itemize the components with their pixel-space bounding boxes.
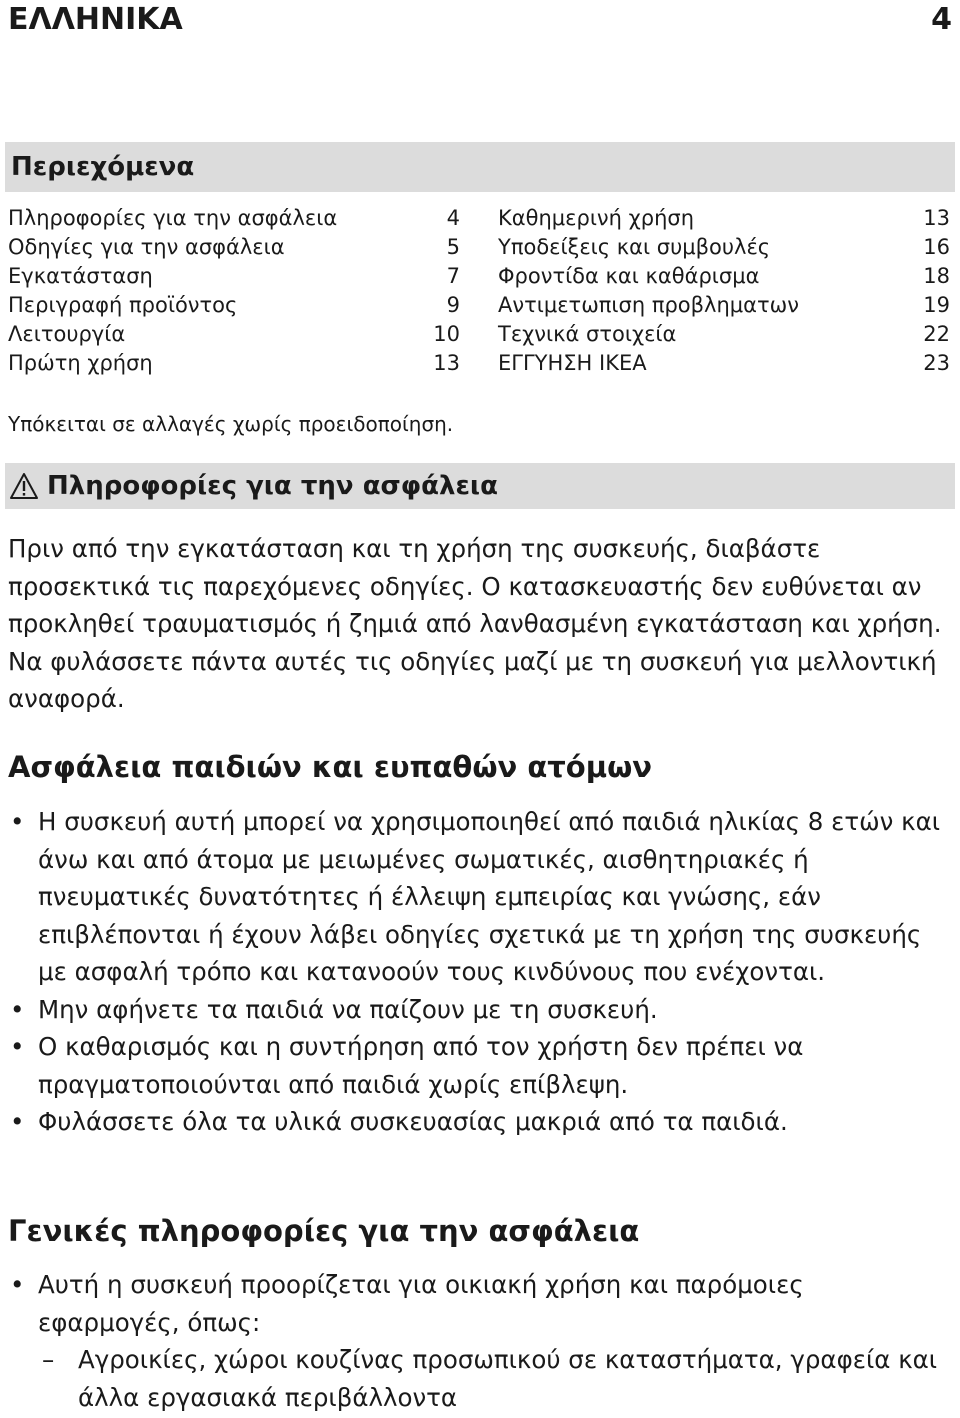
bullet-marker: • — [10, 1107, 25, 1136]
toc-item-page: 5 — [446, 235, 460, 259]
list-item — [8, 1266, 950, 1341]
toc-item-page: 9 — [446, 293, 460, 317]
toc-item[interactable] — [498, 291, 950, 320]
toc-item-label: Οδηγίες για την ασφάλεια — [8, 235, 285, 259]
toc-item[interactable] — [498, 320, 950, 349]
toc-item-page: 23 — [923, 351, 950, 375]
list-item-text: Αυτή η συσκευή προορίζεται για οικιακή χρήση και παρόμοιες εφαρμογές, όπως: — [38, 1270, 804, 1337]
safety-title: Πληροφορίες για την ασφάλεια — [47, 471, 498, 501]
toc-item-label: Περιγραφή προϊόντος — [8, 293, 238, 317]
toc-item[interactable] — [8, 291, 460, 320]
toc-item[interactable] — [498, 262, 950, 291]
children-safety-list — [8, 803, 950, 1141]
toc-item-page: 7 — [446, 264, 460, 288]
toc-item[interactable] — [8, 349, 460, 378]
list-item — [8, 1028, 950, 1103]
toc-title-bar — [5, 142, 955, 192]
bullet-marker: • — [10, 994, 25, 1024]
toc-item[interactable] — [498, 349, 950, 378]
toc-item-page: 4 — [446, 206, 460, 230]
toc-item[interactable] — [498, 233, 950, 262]
dash-marker: – — [42, 1345, 55, 1374]
toc-item-label: Πρώτη χρήση — [8, 351, 153, 375]
bullet-marker: • — [10, 807, 25, 836]
list-item — [8, 1103, 950, 1141]
toc-item-label: Υποδείξεις και συμβουλές — [498, 235, 771, 259]
list-item-text: Φυλάσσετε όλα τα υλικά συσκευασίας μακριά από τα παιδιά. — [38, 1107, 788, 1136]
list-item-text: Μην αφήνετε τα παιδιά να παίζουν με τη συσκευή. — [38, 994, 658, 1024]
page-number: 4 — [931, 1, 952, 37]
toc-item-label: Λειτουργία — [8, 322, 126, 346]
sub-list-item-text: Αγροικίες, χώροι κουζίνας προσωπικού σε καταστήματα, γραφεία και άλλα εργασιακά περιβάλλοντα — [78, 1345, 938, 1412]
list-item-text: Η συσκευή αυτή μπορεί να χρησιμοποιηθεί από παιδιά ηλικίας 8 ετών και άνω και από άτομα με μειωμένες σωματικές, αισθητηριακές ή πνευματικές δυνατότητες ή έλλειψη εμπειρίας και γνώσης, εάν επιβλέπονται ή έχουν λάβει οδηγίες σχετικά με τη χρήση της συσκευής με ασφαλή τρόπο και κατανοούν τους κινδύνους που ενέχονται. — [38, 807, 941, 986]
toc-item-label: Αντιμετωπιση προβληματων — [498, 293, 799, 317]
toc-item[interactable] — [8, 233, 460, 262]
change-notice: Υπόκειται σε αλλαγές χωρίς προειδοποίηση. — [8, 412, 454, 436]
toc-item-page: 19 — [923, 293, 950, 317]
toc-item-label: Φροντίδα και καθάρισμα — [498, 264, 760, 288]
toc-item-page: 18 — [923, 264, 950, 288]
bullet-marker: • — [10, 1270, 25, 1299]
page-header — [8, 0, 952, 38]
toc-item[interactable] — [498, 204, 950, 233]
toc-item-label: Τεχνικά στοιχεία — [498, 322, 677, 346]
warning-triangle-icon — [9, 472, 39, 500]
children-safety-heading: Ασφάλεια παιδιών και ευπαθών ατόμων — [8, 750, 653, 784]
safety-title-bar — [5, 463, 955, 509]
language-label: ΕΛΛΗΝΙΚΑ — [8, 1, 183, 37]
list-item — [8, 991, 950, 1029]
toc-item-page: 22 — [923, 322, 950, 346]
toc-right-column — [498, 204, 950, 378]
toc-item-label: Εγκατάσταση — [8, 264, 153, 288]
toc-item-page: 13 — [923, 206, 950, 230]
list-item — [8, 803, 950, 991]
safety-intro: Πριν από την εγκατάσταση και τη χρήση της συσκευής, διαβάστε προσεκτικά τις παρεχόμενες οδηγίες. Ο κατασκευαστής δεν ευθύνεται αν προκληθεί τραυματισμός ή ζημιά από λανθασμένη εγκατάσταση και χρήση. Να φυλάσσετε πάντα αυτές τις οδηγίες μαζί με τη συσκευή για μελλοντική αναφορά. — [8, 534, 942, 713]
general-safety-heading: Γενικές πληροφορίες για την ασφάλεια — [8, 1214, 640, 1248]
toc-left-column — [8, 204, 460, 378]
toc-item-label: ΕΓΓΥΗΣΗ IKEA — [498, 351, 647, 375]
sub-list-item — [8, 1341, 950, 1416]
toc-item-page: 10 — [433, 322, 460, 346]
toc-item[interactable] — [8, 262, 460, 291]
toc-item-label: Πληροφορίες για την ασφάλεια — [8, 206, 338, 230]
list-item-text: Ο καθαρισμός και η συντήρηση από τον χρήστη δεν πρέπει να πραγματοποιούνται από παιδιά χωρίς επίβλεψη. — [38, 1032, 804, 1099]
general-safety-list — [8, 1266, 950, 1416]
toc-item-page: 13 — [433, 351, 460, 375]
toc-title: Περιεχόμενα — [11, 152, 195, 182]
toc-item-label: Καθημερινή χρήση — [498, 206, 695, 230]
toc-item[interactable] — [8, 320, 460, 349]
toc-item-page: 16 — [923, 235, 950, 259]
toc-item[interactable] — [8, 204, 460, 233]
bullet-marker: • — [10, 1032, 25, 1061]
